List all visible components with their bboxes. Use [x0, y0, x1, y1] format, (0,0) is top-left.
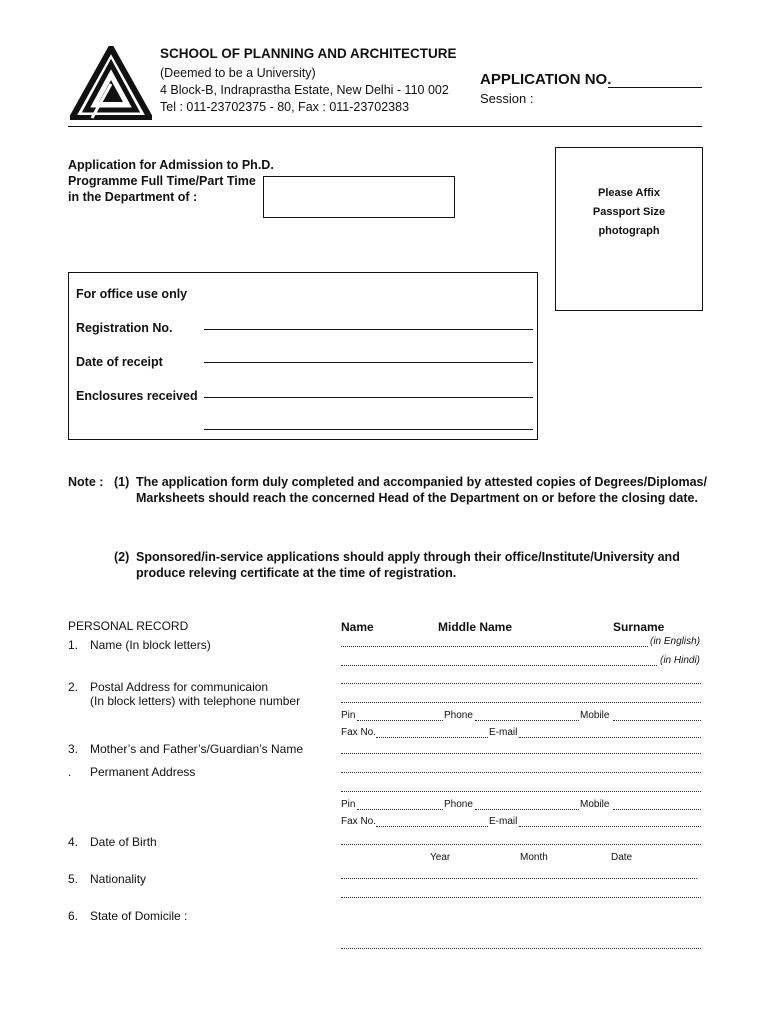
note-1-line-2: Marksheets should reach the concerned Head of the Department on or before the closing date.: [136, 491, 698, 505]
month-label: Month: [520, 852, 548, 863]
pin-label-2: Pin: [341, 799, 356, 810]
nationality-field-2[interactable]: [341, 897, 701, 898]
application-no-field[interactable]: [608, 87, 702, 88]
date-of-receipt-label: Date of receipt: [76, 355, 163, 369]
phone-field-2[interactable]: [475, 809, 579, 810]
institute-status: (Deemed to be a University): [160, 66, 316, 80]
pin-label: Pin: [341, 710, 356, 721]
note-label: Note :: [68, 475, 104, 489]
in-hindi-label: (in Hindi): [660, 655, 701, 666]
enclosures-field-2[interactable]: [204, 429, 533, 430]
question-2-label-line-1: Postal Address for communicaion: [90, 680, 269, 694]
parents-name-field[interactable]: [341, 753, 701, 754]
department-input[interactable]: [263, 176, 455, 218]
date-of-birth-field[interactable]: [341, 844, 701, 845]
column-name: Name: [341, 620, 374, 634]
fax-field[interactable]: [376, 737, 488, 738]
photo-line-3: photograph: [598, 225, 660, 237]
question-2-label-line-2: (In block letters) with telephone number: [90, 694, 301, 708]
question-6-number: 6.: [68, 909, 79, 923]
header-divider: [68, 126, 702, 127]
office-use-title: For office use only: [76, 287, 188, 301]
permanent-address-field-2[interactable]: [341, 791, 701, 792]
note-2-number: (2): [114, 550, 130, 564]
column-surname: Surname: [613, 620, 665, 634]
enclosures-field-1[interactable]: [204, 397, 533, 398]
mobile-field[interactable]: [613, 720, 701, 721]
email-field-2[interactable]: [519, 826, 701, 827]
photo-line-2: Passport Size: [592, 206, 666, 218]
pin-field-2[interactable]: [357, 809, 443, 810]
date-label: Date: [611, 852, 633, 863]
question-4-label: Date of Birth: [90, 835, 157, 849]
personal-record-title: PERSONAL RECORD: [68, 619, 189, 633]
question-5-label: Nationality: [90, 872, 147, 886]
question-5-number: 5.: [68, 872, 79, 886]
institute-address: 4 Block-B, Indraprastha Estate, New Delhi - 110 002: [160, 83, 449, 97]
question-2-number: 2.: [68, 680, 79, 694]
note-1-number: (1): [114, 475, 130, 489]
nationality-field-1[interactable]: [341, 878, 697, 879]
fax-label: Fax No.: [341, 727, 377, 738]
question-1-number: 1.: [68, 638, 79, 652]
question-4-number: 4.: [68, 835, 79, 849]
photo-line-1: Please Affix: [598, 187, 660, 199]
email-field[interactable]: [519, 737, 701, 738]
mobile-label: Mobile: [580, 710, 610, 721]
email-label-2: E-mail: [489, 816, 518, 827]
name-english-field[interactable]: [341, 646, 648, 647]
session-label: Session :: [480, 91, 534, 106]
application-line-2: Programme Full Time/Part Time: [68, 174, 256, 188]
phone-field[interactable]: [475, 720, 579, 721]
date-of-receipt-field[interactable]: [204, 362, 533, 363]
fax-label-2: Fax No.: [341, 816, 377, 827]
phone-label-2: Phone: [444, 799, 473, 810]
question-6-label: State of Domicile :: [90, 909, 188, 923]
permanent-address-label: Permanent Address: [90, 765, 196, 779]
application-line-1: Application for Admission to Ph.D.: [68, 158, 274, 172]
email-label: E-mail: [489, 727, 518, 738]
institute-contact: Tel : 011-23702375 - 80, Fax : 011-23702383: [160, 100, 410, 114]
enclosures-label: Enclosures received: [76, 389, 198, 403]
note-2-line-1: Sponsored/in-service applications should apply through their office/Institute/University and: [136, 550, 680, 564]
state-of-domicile-field[interactable]: [341, 948, 701, 949]
note-2-line-2: produce releving certificate at the time of registration.: [136, 566, 457, 580]
year-label: Year: [430, 852, 451, 863]
question-3-number: 3.: [68, 742, 79, 756]
permanent-address-field-1[interactable]: [341, 772, 701, 773]
pin-field[interactable]: [357, 720, 443, 721]
phone-label: Phone: [444, 710, 473, 721]
postal-address-field-2[interactable]: [341, 702, 701, 703]
column-middle-name: Middle Name: [438, 620, 513, 634]
note-1-line-1: The application form duly completed and accompanied by attested copies of Degrees/Diplomas/: [136, 475, 707, 489]
registration-no-field[interactable]: [204, 329, 533, 330]
application-no-label: APPLICATION NO.: [480, 71, 612, 88]
application-line-3: in the Department of :: [68, 190, 198, 204]
permanent-address-number: .: [68, 765, 72, 779]
in-english-label: (in English): [650, 636, 701, 647]
question-3-label: Mother’s and Father’s/Guardian’s Name: [90, 742, 303, 756]
mobile-label-2: Mobile: [580, 799, 610, 810]
mobile-field-2[interactable]: [613, 809, 701, 810]
question-1-label: Name (In block letters): [90, 638, 211, 652]
institute-logo: [70, 46, 152, 120]
fax-field-2[interactable]: [376, 826, 488, 827]
postal-address-field-1[interactable]: [341, 683, 701, 684]
name-hindi-field[interactable]: [341, 665, 657, 666]
institute-name: SCHOOL OF PLANNING AND ARCHITECTURE: [160, 46, 457, 61]
registration-no-label: Registration No.: [76, 321, 173, 335]
